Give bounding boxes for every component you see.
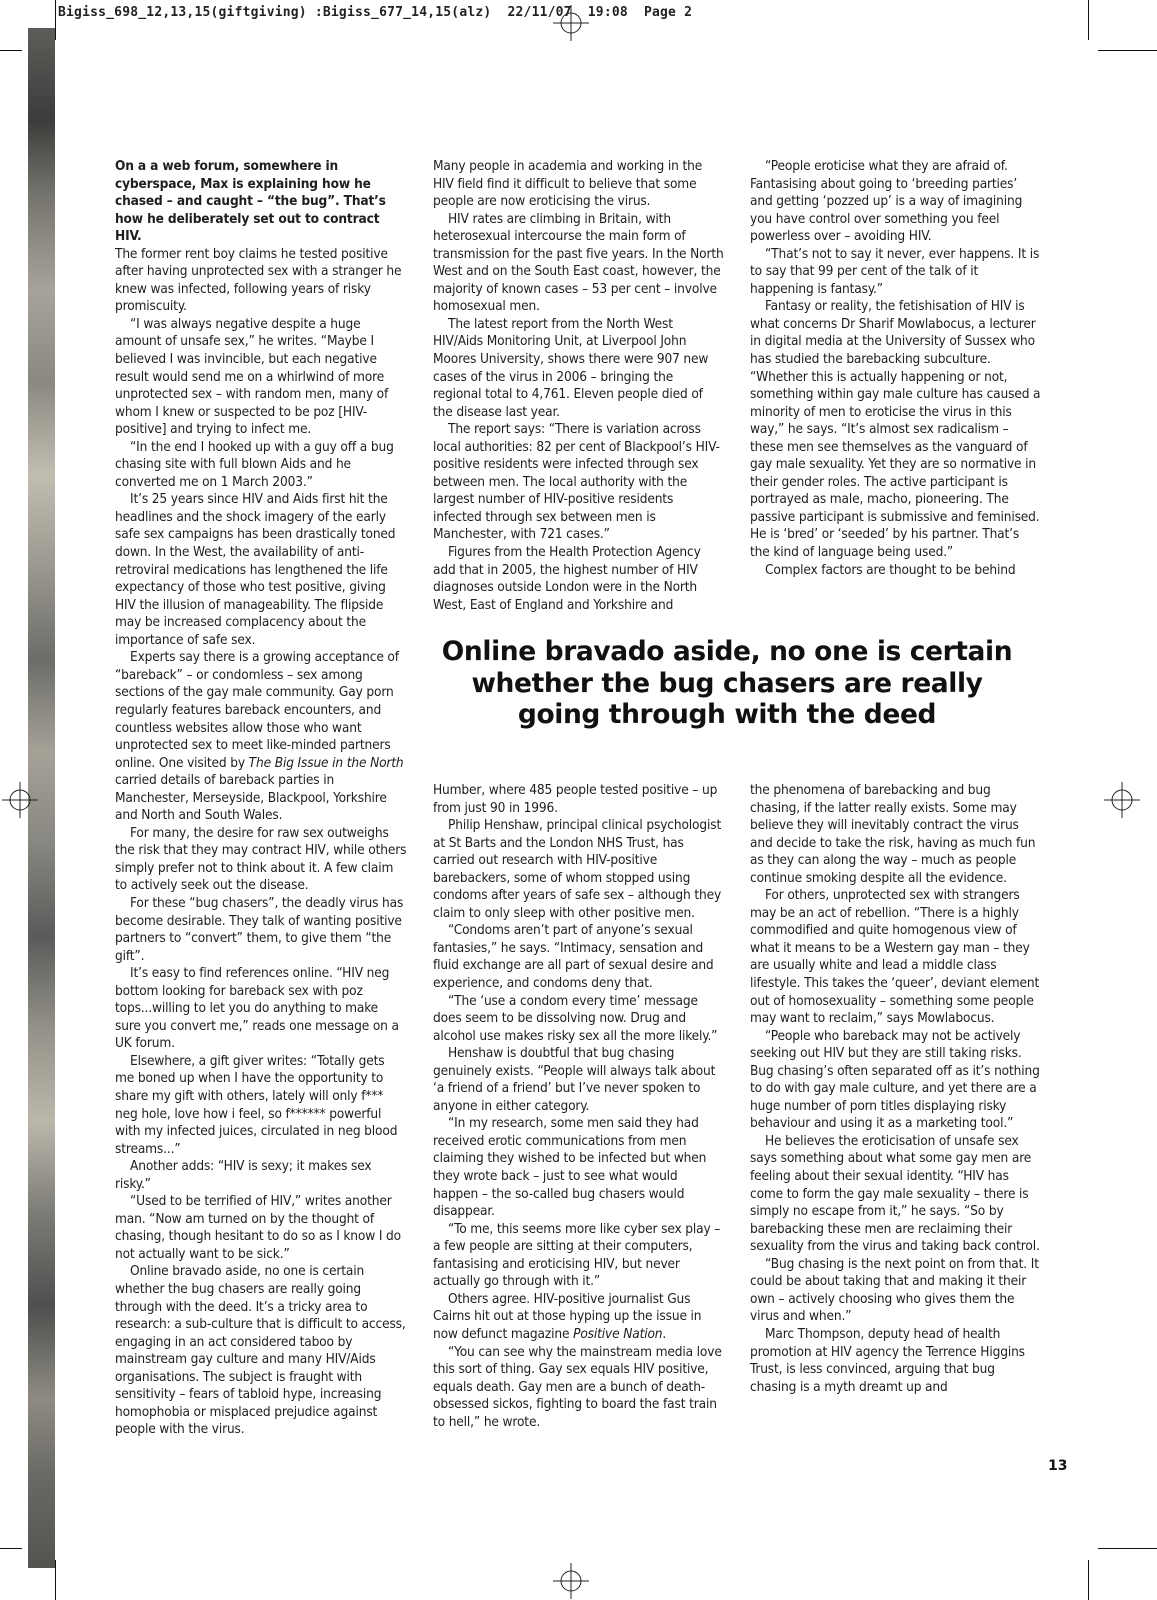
paragraph: HIV rates are climbing in Britain, with heterosexual intercourse the main form of transmission for the past five years. In the North West and on the South East coast, however, the majority of known cases – 53 per cent – involve homosexual men. (433, 210, 724, 315)
registration-mark-icon (553, 5, 589, 41)
paragraph: Others agree. HIV-positive journalist Gus Cairns hit out at those hyping up the issue in now defunct magazine Positive Nation. (433, 1290, 702, 1342)
paragraph: “I was always negative despite a huge amount of unsafe sex,” he writes. “Maybe I believed I was invincible, but each negative result would send me on a whirlwind of more unprotected sex – with random men, many of whom I knew or suspected to be poz [HIV-positive] and trying to infect me. (115, 315, 389, 438)
paragraph: The report says: “There is variation across local authorities: 82 per cent of Blackpool’s HIV-positive residents were infected through sex between men. The local authority with the largest number of HIV-positive residents infected through sex between men is Manchester, with 721 cases.” (433, 421, 720, 543)
paragraph: “In the end I hooked up with a guy off a bug chasing site with full blown Aids and he converted me on 1 March 2003.” (115, 438, 394, 490)
paragraph: “That’s not to say it never, ever happens. It is to say that 99 per cent of the talk of it happening is fantasy.” (750, 245, 1040, 297)
paragraph: the phenomena of barebacking and bug chasing, if the latter really exists. Some may believe they will inevitably contract the virus and decide to take the risk, having as much fun as they can along the way – much as people continue smoking despite all the evidence. (750, 782, 1036, 886)
paragraph: “The ‘use a condom every time’ message does seem to be dissolving now. Drug and alcohol use makes risky sex all the more likely.” (433, 992, 718, 1044)
paragraph: It’s easy to find references online. “HIV neg bottom looking for bareback sex with poz tops...willing to let you do anything to make sure you convert me,” reads one message on a UK forum. (115, 965, 399, 1052)
paragraph: Marc Thompson, deputy head of health promotion at HIV agency the Terrence Higgins Trust, is less convinced, arguing that bug chasing is a myth dreamt up and (750, 1325, 1025, 1395)
paragraph: For many, the desire for raw sex outweighs the risk that they may contract HIV, while others simply prefer not to think about it. A few claim to actively seek out the disease. (115, 824, 407, 894)
paragraph: Fantasy or reality, the fetishisation of HIV is what concerns Dr Sharif Mowlabocus, a lecturer in digital media at the University of Sussex who has studied the barebacking subculture. “Whether this is actually happening or not, something within gay male culture has caused a minority of men to eroticise the virus in this way,” he says. “It’s almost sex radicalism – these men see themselves as the vanguard of gay male sexuality. Yet they are so normative in their gender roles. The active participant is portrayed as male, macho, pioneering. The passive participant is submissive and feminised. He is ‘bred’ or ‘seeded’ by his partner. That’s the kind of language being used.” (750, 298, 1041, 561)
article-column-2-top (433, 158, 725, 614)
paragraph: “Condoms aren’t part of anyone’s sexual fantasies,” he says. “Intimacy, sensation and fluid exchange are all part of sexual desire and experience, and condoms deny that. (433, 922, 714, 992)
paragraph-text: carried details of bareback parties in Manchester, Merseyside, Blackpool, Yorkshire and North and South Wales. (115, 772, 387, 824)
paragraph: Many people in academia and working in the HIV field find it difficult to believe that some people are now eroticising the virus. (433, 158, 703, 210)
paragraph: For these “bug chasers”, the deadly virus has become desirable. They talk of wanting positive partners to “convert” them, to give them “the gift”. (115, 894, 404, 964)
paragraph-text: Others agree. HIV-positive journalist Gus Cairns hit out at those hyping up the issue in now defunct magazine (433, 1290, 702, 1342)
article-column-3-top (750, 158, 1042, 579)
paragraph: Online bravado aside, no one is certain whether the bug chasers are really going through with the deed. It’s a tricky area to research: a sub-culture that is difficult to access, engaging in an act considered taboo by mainstream gay culture and many HIV/Aids organisations. The subject is fraught with sensitivity – fears of tabloid hype, increasing homophobia or misplaced prejudice against people with the virus. (115, 1263, 406, 1438)
article-column-2-bottom (433, 782, 725, 1431)
crop-mark (0, 1548, 22, 1549)
registration-mark-icon (2, 782, 38, 818)
crop-mark (1088, 1560, 1089, 1600)
paragraph: “Used to be terrified of HIV,” writes another man. “Now am turned on by the thought of chasing, though hesitant to do so as I know I do not actually want to be sick.” (115, 1193, 401, 1262)
article-column-1 (115, 158, 407, 1439)
crop-mark (1098, 50, 1157, 51)
paragraph: The latest report from the North West HIV/Aids Monitoring Unit, at Liverpool John Moores University, shows there were 907 new cases of the virus in 2006 – bringing the regional total to 4,761. Eleven people died of the disease last year. (433, 315, 709, 420)
paragraph: It’s 25 years since HIV and Aids first hit the headlines and the shock imagery of the early safe sex campaigns has been drastically toned down. In the West, the availability of anti-retroviral medications has lengthened the life expectancy of those who test positive, giving HIV the illusion of manageability. The flipside may be increased complacency about the importance of safe sex. (115, 491, 396, 648)
print-slug: Bigiss_698_12,13,15(giftgiving) :Bigiss_677_14,15(alz) 22/11/07 19:08 Page 2 (58, 5, 693, 20)
crop-mark (55, 0, 56, 40)
crop-mark (55, 1560, 56, 1600)
paragraph: “You can see why the mainstream media love this sort of thing. Gay sex equals HIV positive, equals death. Gay men are a bunch of death-obsessed sickos, fighting to board the fast train to hell,” he wrote. (433, 1343, 722, 1430)
paragraph-text: Experts say there is a growing acceptance of “bareback” – or condomless – sex among sections of the gay male community. Gay porn regularly features bareback encounters, and countless websites allow those who want unprotected sex to meet like-minded partners online. One visited by (115, 649, 399, 771)
paragraph: “To me, this seems more like cyber sex play – a few people are sitting at their computers, fantasising and eroticising HIV, but never actually go through with it.” (433, 1220, 721, 1290)
paragraph: The former rent boy claims he tested positive after having unprotected sex with a stranger he knew was infected, following years of risky promiscuity. (115, 245, 402, 315)
page-number: 13 (1048, 1458, 1068, 1474)
paragraph: “People who bareback may not be actively seeking out HIV but they are still taking risks. Bug chasing’s often separated off as it’s nothing to do with gay male culture, and yet there are a huge number of porn titles displaying risky behaviour and using it as a marketing tool.” (750, 1027, 1040, 1132)
publication-title: The Big Issue in the North (248, 754, 404, 771)
standfirst: On a a web forum, somewhere in cyberspace, Max is explaining how he chased – and caught – “the bug”. That’s how he deliberately set out to contract HIV. (115, 158, 386, 245)
paragraph: Humber, where 485 people tested positive – up from just 90 in 1996. (433, 782, 718, 816)
paragraph: For others, unprotected sex with strangers may be an act of rebellion. “There is a highly commodified and quite homogenous view of what it means to be a Western gay man – they are usually white and lead a middle class lifestyle. This takes the ‘queer’, deviant element out of homosexuality – something some people may want to reclaim,” says Mowlabocus. (750, 887, 1040, 1027)
paragraph: Elsewhere, a gift giver writes: “Totally gets me boned up when I have the opportunity to share my gift with others, lately will only f*** neg hole, love how i feel, so f****** powerful with my infected juices, circulated in neg blood streams...” (115, 1052, 398, 1157)
registration-mark-icon (1104, 782, 1140, 818)
paragraph: “In my research, some men said they had received erotic communications from men claiming they wished to be infected but when they wrote back – just to see what would happen – the so-called bug chasers would disappear. (433, 1115, 707, 1220)
paragraph: “Bug chasing is the next point on from that. It could be about taking that and making it their own – actively choosing who gives them the virus and when.” (750, 1255, 1039, 1325)
crop-mark (1088, 0, 1089, 40)
paragraph: Philip Henshaw, principal clinical psychologist at St Barts and the London NHS Trust, has carried out research with HIV-positive barebackers, some of whom stopped using condoms after years of safe sex – although they claim to only sleep with other positive men. (433, 817, 722, 921)
crop-mark (0, 50, 22, 51)
paragraph: Figures from the Health Protection Agency add that in 2005, the highest number of HIV diagnoses outside London were in the North West, East of England and Yorkshire and (433, 544, 701, 613)
article-column-3-bottom (750, 782, 1042, 1396)
paragraph: He believes the eroticisation of unsafe sex says something about what some gay men are feeling about their sexual identity. “HIV has come to form the gay male sexuality – there is simply no escape from it,” he says. “So by barebacking these men are reclaiming their sexuality from the virus and taking back control. (750, 1132, 1040, 1255)
registration-mark-icon (553, 1563, 589, 1599)
paragraph: “People eroticise what they are afraid of. Fantasising about going to ‘breeding parties’ and getting ‘pozzed up’ is a way of imagining you have control over something you feel powerless over – avoiding HIV. (750, 158, 1023, 245)
pull-quote: Online bravado aside, no one is certain whether the bug chasers are really going through with the deed (441, 636, 1013, 730)
crop-mark (1098, 1548, 1157, 1549)
paragraph: Another adds: “HIV is sexy; it makes sex risky.” (115, 1158, 372, 1192)
paragraph: Henshaw is doubtful that bug chasing genuinely exists. “People will always talk about ‘a friend of a friend’ but I’ve never spoken to anyone in either category. (433, 1045, 716, 1114)
paragraph (115, 649, 407, 824)
paragraph: Complex factors are thought to be behind (765, 561, 1016, 578)
publication-title: Positive Nation (573, 1325, 663, 1342)
